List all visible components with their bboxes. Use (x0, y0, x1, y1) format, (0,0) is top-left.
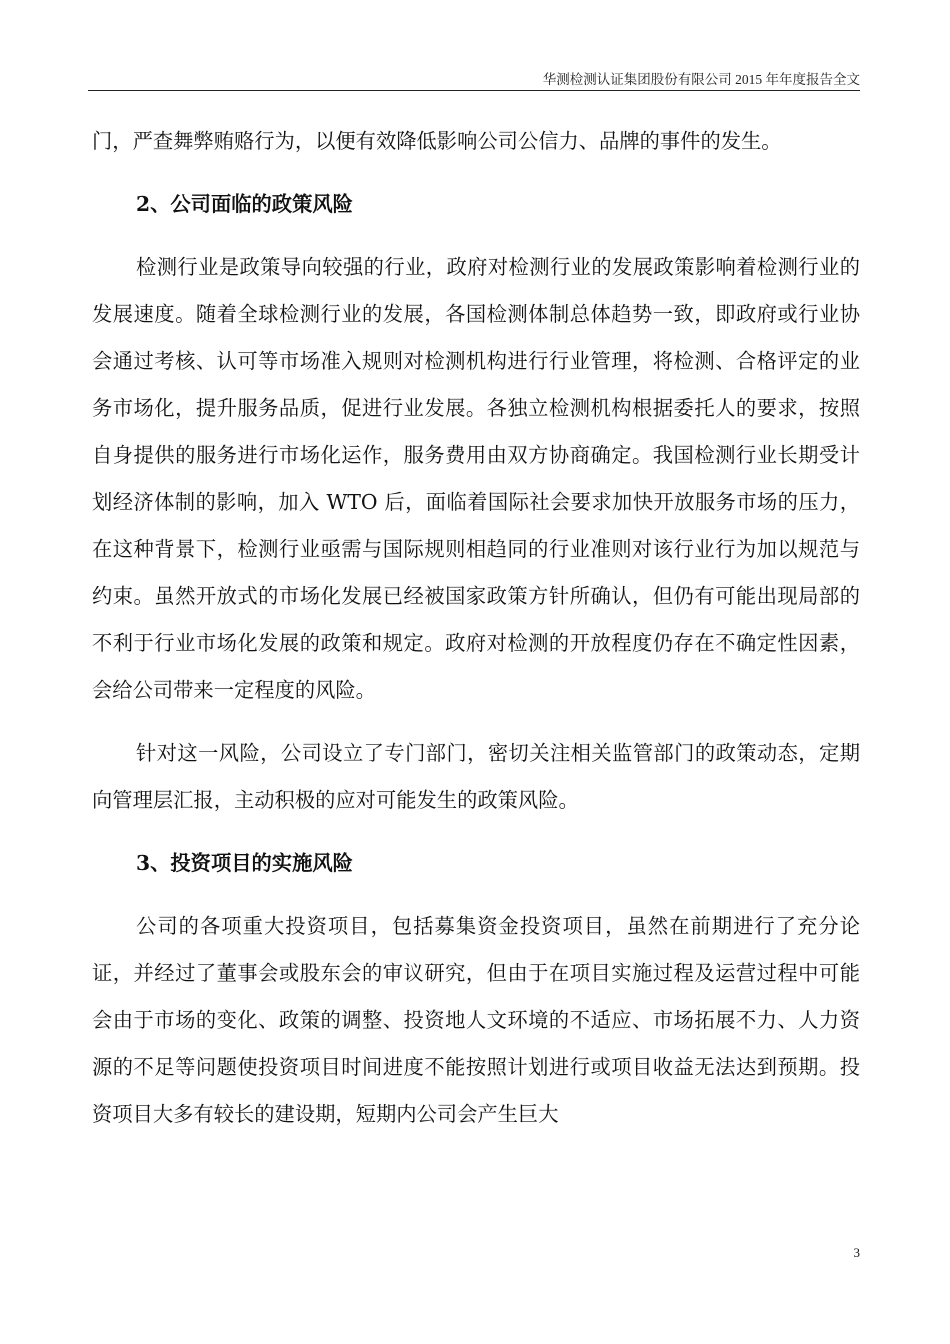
page-number: 3 (853, 1245, 860, 1260)
paragraph-investment-risk: 公司的各项重大投资项目，包括募集资金投资项目，虽然在前期进行了充分论证，并经过了董事会或股东会的审议研究，但由于在项目实施过程及运营过程中可能会由于市场的变化、政策的调整、投资地人文环境的不适应、市场拓展不力、人力资源的不足等问题使投资项目时间进度不能按照计划进行或项目收益无法达到预期。投资项目大多有较长的建设期，短期内公司会产生巨大 (92, 914, 860, 1126)
section-heading-policy-risk: 2、公司面临的政策风险 (136, 192, 353, 216)
paragraph-policy-response: 针对这一风险，公司设立了专门部门，密切关注相关监管部门的政策动态，定期向管理层汇报，主动积极的应对可能发生的政策风险。 (92, 741, 860, 812)
paragraph-policy-risk: 检测行业是政策导向较强的行业，政府对检测行业的发展政策影响着检测行业的发展速度。随着全球检测行业的发展，各国检测体制总体趋势一致，即政府或行业协会通过考核、认可等市场准入规则对检测机构进行行业管理，将检测、合格评定的业务市场化，提升服务品质，促进行业发展。各独立检测机构根据委托人的要求，按照自身提供的服务进行市场化运作，服务费用由双方协商确定。我国检测行业长期受计划经济体制的影响，加入 WTO 后，面临着国际社会要求加快开放服务市场的压力，在这种背景下，检测行业亟需与国际规则相趋同的行业准则对该行业行为加以规范与约束。虽然开放式的市场化发展已经被国家政策方针所确认，但仍有可能出现局部的不利于行业市场化发展的政策和规定。政府对检测的开放程度仍存在不确定性因素，会给公司带来一定程度的风险。 (92, 255, 860, 702)
section-heading-investment-risk: 3、投资项目的实施风险 (136, 851, 353, 875)
header-title: 华测检测认证集团股份有限公司 2015 年年度报告全文 (542, 72, 860, 87)
page-header (88, 60, 860, 91)
paragraph-continuation: 门，严查舞弊贿赂行为，以便有效降低影响公司公信力、品牌的事件的发生。 (92, 129, 782, 153)
document-body (92, 118, 860, 1154)
